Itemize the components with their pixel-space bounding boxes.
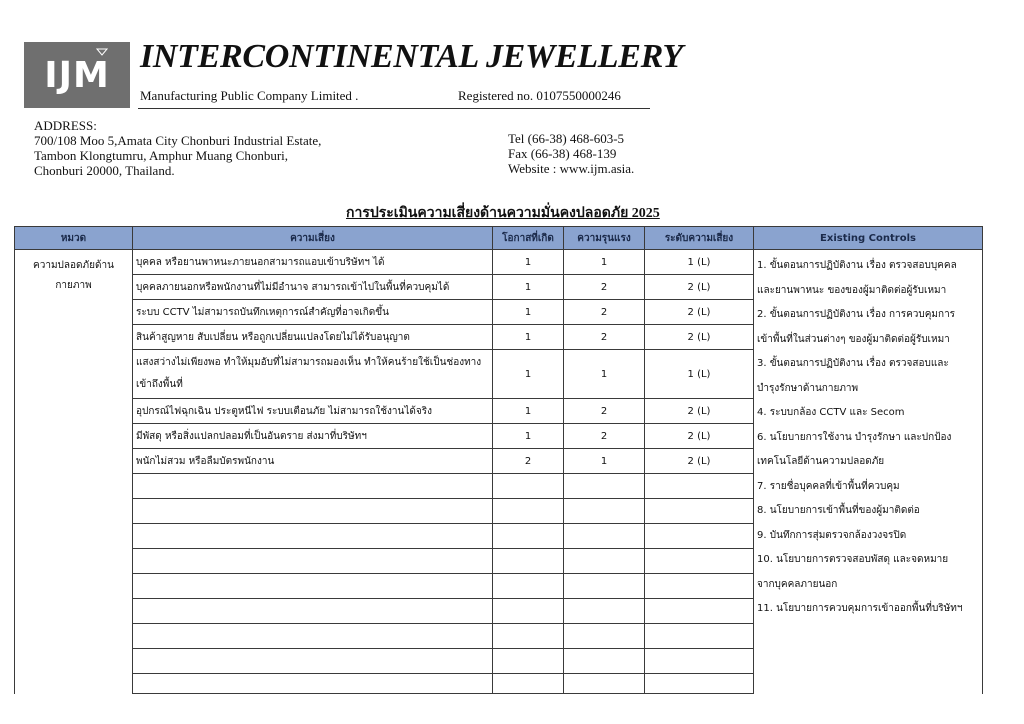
control-line: จากบุคคลภายนอก <box>757 578 838 590</box>
severity-cell: 2 <box>564 275 645 300</box>
likelihood-cell: 1 <box>493 399 564 424</box>
control-line: บำรุงรักษาด้านกายภาพ <box>757 382 859 394</box>
registration-number: Registered no. 0107550000246 <box>458 88 621 103</box>
risk-cell: พนักไม่สวม หรือลืมบัตรพนักงาน <box>133 449 493 474</box>
likelihood-cell: 1 <box>493 424 564 449</box>
address-line: Chonburi 20000, Thailand. <box>34 163 175 178</box>
risk-cell: บุคคล หรือยานพาหนะภายนอกสามารถแอบเข้าบริษัทฯ ได้ <box>133 250 493 275</box>
risk-cell: บุคคลภายนอกหรือพนักงานที่ไม่มีอำนาจ สามารถเข้าไปในพื้นที่ควบคุมได้ <box>133 275 493 300</box>
col-header-likelihood: โอกาสที่เกิด <box>493 227 564 250</box>
level-cell: 1 (L) <box>645 250 754 275</box>
risk-cell: แสงสว่างไม่เพียงพอ ทำให้มุมอับที่ไม่สามารถมองเห็น ทำให้คนร้ายใช้เป็นช่องทางเข้าถึงพื้นที่ <box>133 350 493 399</box>
col-header-category: หมวด <box>15 227 133 250</box>
controls-cell <box>754 250 983 694</box>
level-cell: 2 (L) <box>645 275 754 300</box>
level-cell: 2 (L) <box>645 300 754 325</box>
company-logo <box>24 42 130 108</box>
address-line: 700/108 Moo 5,Amata City Chonburi Industrial Estate, <box>34 133 322 148</box>
severity-cell: 1 <box>564 250 645 275</box>
likelihood-cell: 1 <box>493 350 564 399</box>
col-header-risk: ความเสี่ยง <box>133 227 493 250</box>
tel: Tel (66-38) 468-603-5 <box>508 131 625 146</box>
table-header-row <box>15 227 983 250</box>
address-label: ADDRESS: <box>34 118 97 133</box>
control-line: เทคโนโลยีด้านความปลอดภัย <box>757 456 885 467</box>
company-name: INTERCONTINENTAL JEWELLERY <box>140 38 683 75</box>
level-cell: 2 (L) <box>645 325 754 350</box>
risk-cell: สินค้าสูญหาย สับเปลี่ยน หรือถูกเปลี่ยนแปลงโดยไม่ได้รับอนุญาต <box>133 325 493 350</box>
severity-cell: 2 <box>564 424 645 449</box>
likelihood-cell: 2 <box>493 449 564 474</box>
contact-block <box>508 131 634 176</box>
website: Website : www.ijm.asia. <box>508 161 635 176</box>
severity-cell: 2 <box>564 325 645 350</box>
likelihood-cell: 1 <box>493 325 564 350</box>
control-line: 4. ระบบกล้อง CCTV และ Secom <box>757 407 905 418</box>
severity-cell: 1 <box>564 350 645 399</box>
control-line: เข้าพื้นที่ในส่วนต่างๆ ของผู้มาติดต่อผู้รับเหมา <box>757 333 950 345</box>
level-cell: 2 (L) <box>645 399 754 424</box>
diamond-icon <box>96 48 108 56</box>
likelihood-cell: 1 <box>493 250 564 275</box>
severity-cell: 2 <box>564 300 645 325</box>
fax: Fax (66-38) 468-139 <box>508 146 617 161</box>
col-header-risk-level: ระดับความเสี่ยง <box>645 227 754 250</box>
severity-cell: 2 <box>564 399 645 424</box>
header-divider <box>138 108 650 109</box>
likelihood-cell: 1 <box>493 275 564 300</box>
level-cell: 1 (L) <box>645 350 754 399</box>
table-row <box>15 250 983 275</box>
level-cell: 2 (L) <box>645 449 754 474</box>
control-line: 7. รายชื่อบุคคลที่เข้าพื้นที่ควบคุม <box>757 480 900 492</box>
control-line: 6. นโยบายการใช้งาน บำรุงรักษา และปกป้อง <box>757 431 952 443</box>
risk-cell: มีพัสดุ หรือสิ่งแปลกปลอมที่เป็นอันตราย ส่งมาที่บริษัทฯ <box>133 424 493 449</box>
risk-cell: ระบบ CCTV ไม่สามารถบันทึกเหตุการณ์สำคัญที่อาจเกิดขึ้น <box>133 300 493 325</box>
control-line: 1. ขั้นตอนการปฏิบัติงาน เรื่อง ตรวจสอบบุคคล <box>757 260 957 271</box>
document-title: การประเมินความเสี่ยงด้านความมั่นคงปลอดภัย 2025 <box>346 206 660 221</box>
control-line: 11. นโยบายการควบคุมการเข้าออกพื้นที่บริษัทฯ <box>757 603 963 614</box>
address-line: Tambon Klongtumru, Amphur Muang Chonburi, <box>34 148 289 163</box>
address-block <box>34 118 321 178</box>
col-header-controls: Existing Controls <box>754 227 983 250</box>
likelihood-cell: 1 <box>493 300 564 325</box>
control-line: 3. ขั้นตอนการปฏิบัติงาน เรื่อง ตรวจสอบและ <box>757 358 949 369</box>
risk-cell: อุปกรณ์ไฟฉุกเฉิน ประตูหนีไฟ ระบบเตือนภัย ไม่สามารถใช้งานได้จริง <box>133 399 493 424</box>
category-cell: ความปลอดภัยด้านกายภาพ <box>15 250 133 694</box>
severity-cell: 1 <box>564 449 645 474</box>
col-header-severity: ความรุนแรง <box>564 227 645 250</box>
logo-text: IJM <box>44 54 110 96</box>
control-line: 9. บันทึกการสุ่มตรวจกล้องวงจรปิด <box>757 529 907 541</box>
control-line: 10. นโยบายการตรวจสอบพัสดุ และจดหมาย <box>757 554 949 565</box>
control-line: และยานพาหนะ ของของผู้มาติดต่อผู้รับเหมา <box>757 284 947 296</box>
level-cell: 2 (L) <box>645 424 754 449</box>
control-line: 2. ขั้นตอนการปฏิบัติงาน เรื่อง การควบคุมการ <box>757 309 956 320</box>
company-subtitle: Manufacturing Public Company Limited . <box>140 88 359 103</box>
control-line: 8. นโยบายการเข้าพื้นที่ของผู้มาติดต่อ <box>757 505 920 516</box>
risk-table <box>14 226 983 694</box>
